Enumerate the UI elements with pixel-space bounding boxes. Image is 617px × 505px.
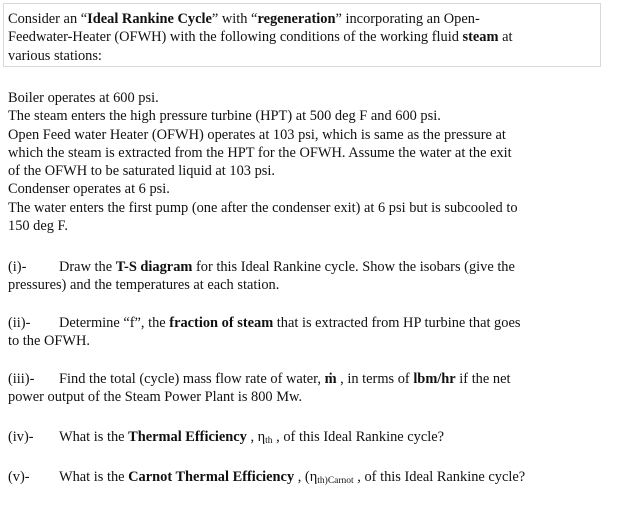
condition-line: Condenser operates at 6 psi. — [8, 181, 170, 198]
question-text: that is extracted from HP turbine that goes — [273, 315, 521, 331]
question-number: (i)- — [8, 259, 27, 275]
question-text: for this Ideal Rankine cycle. Show the isobars (give the — [192, 259, 515, 275]
question-text: What is the — [59, 429, 129, 445]
question-4 — [8, 428, 608, 450]
question-text: power output of the Steam Power Plant is 800 Mw. — [8, 389, 303, 406]
question-bold-term: Thermal Efficiency — [128, 429, 247, 445]
intro-bold-term: steam — [462, 29, 499, 46]
question-1 — [8, 258, 608, 295]
question-text: to the OFWH. — [8, 333, 90, 350]
intro-line-1 — [8, 10, 608, 28]
intro-paragraph — [8, 10, 608, 65]
condition-line: Boiler operates at 600 psi. — [8, 90, 159, 106]
question-text: , of this Ideal Rankine cycle? — [272, 429, 444, 445]
question-2 — [8, 314, 608, 351]
question-text: if the net — [455, 371, 511, 387]
unit-label: lbm/hr — [413, 371, 456, 387]
intro-bold-term: Ideal Rankine Cycle — [87, 11, 212, 27]
condition-line: Open Feed water Heater (OFWH) operates at 103 psi, which is same as the pressure at — [8, 126, 506, 143]
intro-text: Feedwater-Heater (OFWH) with the following conditions of the working fluid — [8, 29, 463, 46]
conditions-block — [8, 89, 608, 235]
condition-line: of the OFWH to be saturated liquid at 103 psi. — [8, 163, 275, 180]
question-text: , in terms of — [336, 371, 414, 387]
eta-subscript: th — [265, 436, 273, 446]
question-number: (ii)- — [8, 315, 31, 331]
mass-flow-symbol: ṁ — [324, 371, 337, 387]
question-bold-term: T-S diagram — [115, 259, 193, 275]
question-number: (iii)- — [8, 371, 35, 387]
condition-line: which the steam is extracted from the HPT for the OFWH. Assume the water at the exit — [8, 144, 512, 161]
question-text: pressures) and the temperatures at each station. — [8, 277, 280, 294]
question-text: What is the — [59, 469, 129, 485]
question-text: Determine “f”, the — [59, 315, 170, 331]
intro-line-3: various stations: — [8, 47, 102, 64]
intro-line-2 — [8, 28, 608, 46]
intro-text: at — [498, 29, 513, 46]
eta-symbol: , (η — [294, 469, 318, 485]
question-bold-term: Carnot Thermal Efficiency — [128, 469, 295, 485]
condition-line: The steam enters the high pressure turbine (HPT) at 500 deg F and 600 psi. — [8, 108, 441, 125]
question-number: (iv)- — [8, 429, 34, 445]
question-3 — [8, 370, 608, 407]
question-number: (v)- — [8, 469, 30, 485]
condition-line: 150 deg F. — [8, 218, 69, 235]
eta-subscript: th)Carnot — [317, 476, 354, 486]
intro-text: ” with “ — [211, 11, 258, 27]
intro-text: ” incorporating an Open- — [335, 11, 480, 27]
intro-bold-term: regeneration — [257, 11, 336, 27]
eta-symbol: , η — [246, 429, 266, 445]
condition-line: The water enters the first pump (one after the condenser exit) at 6 psi but is subcooled to — [8, 199, 518, 216]
question-5 — [8, 468, 608, 490]
question-text: Draw the — [59, 259, 116, 275]
intro-text: Consider an “ — [8, 11, 88, 27]
question-text: Find the total (cycle) mass flow rate of water, — [59, 371, 325, 387]
question-text: , of this Ideal Rankine cycle? — [353, 469, 526, 485]
question-bold-term: fraction of steam — [169, 315, 274, 331]
